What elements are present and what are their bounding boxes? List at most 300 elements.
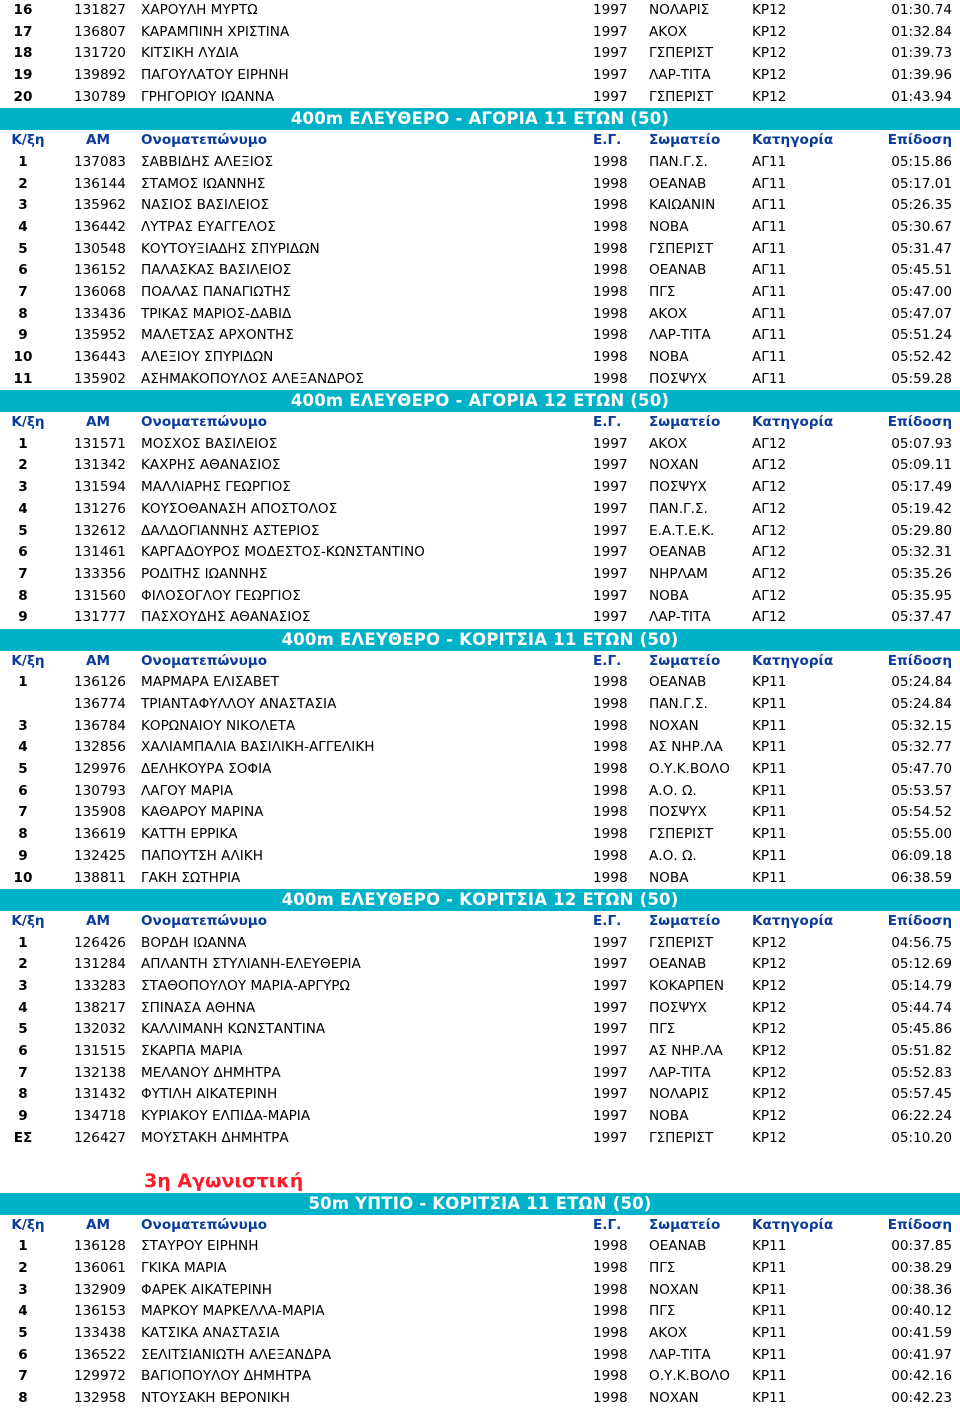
cell-rank: 1	[18, 1238, 28, 1255]
cell-rank: 9	[18, 327, 28, 344]
cell-rank: 4	[18, 1303, 28, 1320]
cell-club: ΑΚΟΧ	[649, 1324, 688, 1341]
cell-club: ΑΚΟΧ	[649, 23, 688, 40]
cell-rank: 8	[18, 1390, 28, 1406]
cell-year: 1997	[593, 956, 628, 973]
cell-club: ΝΟΒΑ	[649, 587, 689, 604]
cell-time: 00:41.97	[891, 1346, 952, 1363]
cell-year: 1997	[593, 999, 628, 1016]
cell-name: ΛΥΤΡΑΣ ΕΥΑΓΓΕΛΟΣ	[141, 218, 276, 235]
cell-category: ΚΡ12	[752, 1043, 787, 1059]
header-name: Ονοματεπώνυμο	[141, 652, 268, 669]
cell-year: 1997	[593, 23, 628, 40]
cell-category: ΚΡ12	[752, 45, 787, 62]
result-row	[0, 65, 960, 87]
cell-category: ΑΓ12	[752, 609, 787, 626]
cell-year: 1997	[593, 1043, 628, 1059]
cell-am: 136619	[74, 826, 126, 843]
cell-rank: 16	[13, 2, 33, 18]
cell-time: 05:37.47	[891, 609, 952, 626]
cell-rank: 5	[18, 1324, 28, 1341]
result-row	[0, 1345, 960, 1367]
cell-name: ΚΟΡΩΝΑΙΟΥ ΝΙΚΟΛΕΤΑ	[141, 717, 296, 734]
cell-category: ΚΡ11	[752, 1259, 787, 1276]
cell-am: 136153	[74, 1303, 126, 1320]
result-row	[0, 477, 960, 499]
cell-name: ΑΛΕΞΙΟΥ ΣΠΥΡΙΔΩΝ	[141, 349, 274, 365]
cell-time: 05:51.24	[891, 327, 952, 344]
cell-name: ΣΕΛΙΤΣΙΑΝΙΩΤΗ ΑΛΕΞΑΝΔΡΑ	[141, 1346, 332, 1363]
cell-rank: 20	[13, 88, 33, 105]
cell-time: 05:35.95	[891, 587, 952, 604]
cell-time: 05:57.45	[891, 1086, 952, 1103]
cell-am: 138811	[74, 869, 126, 886]
header-rank: Κ/ξη	[11, 414, 45, 431]
header-category: Κατηγορία	[752, 132, 834, 149]
result-row	[0, 325, 960, 347]
cell-name: ΓΡΗΓΟΡΙΟΥ ΙΩΑΝΝΑ	[141, 88, 275, 105]
cell-club: ΛΑΡ-ΤΙΤΑ	[649, 1064, 711, 1081]
cell-name: ΚΑΡΓΑΔΟΥΡΟΣ ΜΟΔΕΣΤΟΣ-ΚΩΝΣΤΑΝΤΙΝΟ	[141, 544, 425, 561]
cell-year: 1997	[593, 565, 628, 582]
cell-category: ΑΓ12	[752, 544, 787, 561]
column-header-row	[0, 1215, 960, 1237]
cell-am: 138217	[74, 999, 126, 1016]
event-title-banner: 400m ΕΛΕΥΘΕΡΟ - ΑΓΟΡΙΑ 11 ΕΤΩΝ (50)	[0, 108, 960, 130]
cell-name: ΑΠΛΑΝΤΗ ΣΤΥΛΙΑΝΗ-ΕΛΕΥΘΕΡΙΑ	[141, 956, 361, 973]
cell-rank: 4	[18, 500, 28, 517]
column-header-row	[0, 130, 960, 152]
cell-am: 130789	[74, 88, 126, 105]
cell-year: 1997	[593, 1108, 628, 1125]
cell-category: ΚΡ11	[752, 717, 787, 734]
cell-club: ΠΟΣΨΥΧ	[649, 370, 707, 387]
cell-rank: 11	[13, 370, 33, 387]
cell-rank: 4	[18, 739, 28, 756]
header-rank: Κ/ξη	[11, 1216, 45, 1233]
cell-club: ΝΟΛΑΡΙΣ	[649, 2, 710, 18]
cell-year: 1997	[593, 1021, 628, 1038]
cell-club: ΝΟΧΑΝ	[649, 457, 699, 474]
cell-rank: 4	[18, 218, 28, 235]
header-category: Κατηγορία	[752, 652, 834, 669]
result-row	[0, 802, 960, 824]
cell-time: 05:55.00	[891, 826, 952, 843]
cell-time: 05:19.42	[891, 500, 952, 517]
header-am: ΑΜ	[86, 414, 111, 431]
cell-year: 1998	[593, 1368, 628, 1385]
cell-am: 136774	[74, 696, 126, 712]
cell-year: 1998	[593, 826, 628, 843]
header-club: Σωματείο	[649, 1216, 721, 1233]
cell-club: ΑΣ ΝΗΡ.ΛΑ	[649, 1043, 723, 1059]
cell-rank: 6	[18, 262, 28, 279]
cell-rank: 1	[18, 435, 28, 452]
header-am: ΑΜ	[86, 132, 111, 149]
cell-year: 1998	[593, 739, 628, 756]
cell-am: 133438	[74, 1324, 126, 1341]
cell-name: ΜΑΡΚΟΥ ΜΑΡΚΕΛΛΑ-ΜΑΡΙΑ	[141, 1303, 325, 1320]
cell-club: ΓΣΠΕΡΙΣΤ	[649, 934, 714, 951]
cell-club: ΠΓΣ	[649, 1021, 676, 1038]
cell-category: ΑΓ12	[752, 479, 787, 496]
cell-name: ΚΑΤΣΙΚΑ ΑΝΑΣΤΑΣΙΑ	[141, 1324, 280, 1341]
cell-am: 135902	[74, 370, 126, 387]
cell-time: 05:07.93	[891, 435, 952, 452]
cell-category: ΚΡ12	[752, 1086, 787, 1103]
cell-am: 130548	[74, 240, 126, 257]
cell-time: 06:22.24	[891, 1108, 952, 1125]
cell-am: 137083	[74, 153, 126, 170]
cell-club: ΝΟΧΑΝ	[649, 717, 699, 734]
cell-name: ΔΑΛΔΟΓΙΑΝΝΗΣ ΑΣΤΕΡΙΟΣ	[141, 522, 320, 539]
cell-time: 05:09.11	[891, 457, 952, 474]
result-row	[0, 1323, 960, 1345]
cell-club: ΠΑΝ.Γ.Σ.	[649, 500, 708, 517]
header-name: Ονοματεπώνυμο	[141, 414, 268, 431]
cell-time: 01:39.96	[891, 67, 952, 84]
cell-club: ΑΚΟΧ	[649, 305, 688, 322]
cell-am: 131284	[74, 956, 126, 973]
result-row	[0, 1063, 960, 1085]
cell-year: 1998	[593, 262, 628, 279]
header-am: ΑΜ	[86, 652, 111, 669]
cell-category: ΚΡ12	[752, 67, 787, 84]
cell-category: ΑΓ11	[752, 349, 787, 365]
cell-rank: 19	[13, 67, 33, 84]
cell-name: ΚΑΘΑΡΟΥ ΜΑΡΙΝΑ	[141, 804, 264, 821]
cell-rank: 4	[18, 999, 28, 1016]
cell-club: ΝΟΒΑ	[649, 349, 689, 365]
cell-name: ΤΡΙΚΑΣ ΜΑΡΙΟΣ-ΔΑΒΙΔ	[141, 305, 292, 322]
cell-time: 01:32.84	[891, 23, 952, 40]
cell-club: ΟΕΑΝΑΒ	[649, 1238, 707, 1255]
cell-rank: 6	[18, 1346, 28, 1363]
header-year: Ε.Γ.	[593, 912, 622, 929]
cell-am: 131342	[74, 457, 126, 474]
cell-rank: 1	[18, 934, 28, 951]
cell-year: 1997	[593, 1064, 628, 1081]
cell-am: 133356	[74, 565, 126, 582]
cell-rank: 5	[18, 761, 28, 778]
result-row	[0, 304, 960, 326]
cell-am: 132425	[74, 847, 126, 864]
cell-time: 05:32.77	[891, 739, 952, 756]
cell-time: 05:26.35	[891, 197, 952, 214]
cell-club: ΝΟΒΑ	[649, 218, 689, 235]
cell-year: 1998	[593, 1324, 628, 1341]
cell-club: ΟΕΑΝΑΒ	[649, 956, 707, 973]
cell-category: ΑΓ11	[752, 262, 787, 279]
cell-club: Ο.Υ.Κ.ΒΟΛΟ	[649, 761, 730, 778]
header-club: Σωματείο	[649, 132, 721, 149]
cell-name: ΠΑΛΑΣΚΑΣ ΒΑΣΙΛΕΙΟΣ	[141, 262, 292, 279]
cell-category: ΚΡ12	[752, 956, 787, 973]
cell-rank: 10	[13, 349, 33, 365]
cell-club: ΝΟΒΑ	[649, 869, 689, 886]
cell-year: 1997	[593, 934, 628, 951]
cell-category: ΚΡ12	[752, 1108, 787, 1125]
cell-category: ΚΡ12	[752, 1021, 787, 1038]
result-row	[0, 1280, 960, 1302]
cell-year: 1998	[593, 1259, 628, 1276]
column-header-row	[0, 651, 960, 673]
cell-name: ΜΑΡΜΑΡΑ ΕΛΙΣΑΒΕΤ	[141, 674, 280, 691]
header-am: ΑΜ	[86, 1216, 111, 1233]
cell-name: ΚΟΥΣΟΘΑΝΑΣΗ ΑΠΟΣΤΟΛΟΣ	[141, 500, 338, 517]
event-title-banner: 400m ΕΛΕΥΘΕΡΟ - ΑΓΟΡΙΑ 12 ΕΤΩΝ (50)	[0, 390, 960, 412]
result-row	[0, 217, 960, 239]
cell-am: 136128	[74, 1238, 126, 1255]
cell-am: 136784	[74, 717, 126, 734]
cell-name: ΚΑΧΡΗΣ ΑΘΑΝΑΣΙΟΣ	[141, 457, 281, 474]
result-row	[0, 43, 960, 65]
cell-name: ΦΑΡΕΚ ΑΙΚΑΤΕΡΙΝΗ	[141, 1281, 273, 1298]
cell-category: ΑΓ11	[752, 240, 787, 257]
cell-am: 136144	[74, 175, 126, 192]
header-category: Κατηγορία	[752, 414, 834, 431]
cell-rank: 2	[18, 175, 28, 192]
cell-club: ΠΓΣ	[649, 1303, 676, 1320]
cell-name: ΒΟΡΔΗ ΙΩΑΝΝΑ	[141, 934, 247, 951]
cell-name: ΡΟΔΙΤΗΣ ΙΩΑΝΝΗΣ	[141, 565, 268, 582]
header-year: Ε.Γ.	[593, 132, 622, 149]
result-row	[0, 22, 960, 44]
cell-am: 132612	[74, 522, 126, 539]
cell-club: ΓΣΠΕΡΙΣΤ	[649, 240, 714, 257]
cell-time: 00:37.85	[891, 1238, 952, 1255]
cell-am: 136061	[74, 1259, 126, 1276]
cell-name: ΚΙΤΣΙΚΗ ΛΥΔΙΑ	[141, 45, 239, 62]
cell-am: 136522	[74, 1346, 126, 1363]
cell-name: ΓΑΚΗ ΣΩΤΗΡΙΑ	[141, 869, 241, 886]
cell-time: 05:24.84	[891, 696, 952, 712]
cell-rank: 1	[18, 674, 28, 691]
cell-time: 05:59.28	[891, 370, 952, 387]
cell-year: 1997	[593, 88, 628, 105]
cell-rank: 7	[18, 283, 28, 300]
cell-name: ΦΙΛΟΣΟΓΛΟΥ ΓΕΩΡΓΙΟΣ	[141, 587, 301, 604]
cell-name: ΠΑΠΟΥΤΣΗ ΑΛΙΚΗ	[141, 847, 263, 864]
cell-time: 05:12.69	[891, 956, 952, 973]
cell-year: 1997	[593, 522, 628, 539]
header-time: Επίδοση	[887, 652, 952, 669]
cell-name: ΣΑΒΒΙΔΗΣ ΑΛΕΞΙΟΣ	[141, 153, 274, 170]
cell-category: ΚΡ11	[752, 782, 787, 799]
result-row	[0, 868, 960, 890]
cell-category: ΚΡ11	[752, 1238, 787, 1255]
cell-club: ΟΕΑΝΑΒ	[649, 175, 707, 192]
result-row	[0, 455, 960, 477]
cell-name: ΜΕΛΑΝΟΥ ΔΗΜΗΤΡΑ	[141, 1064, 281, 1081]
cell-name: ΚΑΤΤΗ ΕΡΡΙΚΑ	[141, 826, 238, 843]
cell-name: ΣΠΙΝΑΣΑ ΑΘΗΝΑ	[141, 999, 256, 1016]
cell-year: 1998	[593, 349, 628, 365]
result-row	[0, 1084, 960, 1106]
cell-rank: 6	[18, 782, 28, 799]
cell-category: ΑΓ12	[752, 565, 787, 582]
cell-category: ΚΡ12	[752, 2, 787, 18]
cell-category: ΚΡ12	[752, 934, 787, 951]
cell-time: 00:38.36	[891, 1281, 952, 1298]
cell-club: ΠΓΣ	[649, 283, 676, 300]
cell-time: 05:45.51	[891, 262, 952, 279]
cell-club: ΛΑΡ-ΤΙΤΑ	[649, 67, 711, 84]
cell-time: 00:42.23	[891, 1390, 952, 1406]
header-category: Κατηγορία	[752, 1216, 834, 1233]
result-row	[0, 846, 960, 868]
header-time: Επίδοση	[887, 912, 952, 929]
cell-time: 05:45.86	[891, 1021, 952, 1038]
result-row	[0, 195, 960, 217]
cell-time: 05:53.57	[891, 782, 952, 799]
cell-rank: 3	[18, 717, 28, 734]
result-row	[0, 1388, 960, 1410]
header-am: ΑΜ	[86, 912, 111, 929]
cell-category: ΚΡ11	[752, 869, 787, 886]
cell-am: 129976	[74, 761, 126, 778]
cell-category: ΑΓ11	[752, 370, 787, 387]
cell-time: 05:24.84	[891, 674, 952, 691]
result-row	[0, 239, 960, 261]
cell-rank: 8	[18, 826, 28, 843]
cell-time: 05:17.01	[891, 175, 952, 192]
cell-club: ΝΗΡΛΑΜ	[649, 565, 708, 582]
cell-category: ΑΓ12	[752, 435, 787, 452]
cell-time: 06:09.18	[891, 847, 952, 864]
cell-name: ΣΤΑΘΟΠΟΥΛΟΥ ΜΑΡΙΑ-ΑΡΓΥΡΩ	[141, 977, 350, 994]
result-row	[0, 607, 960, 629]
cell-time: 05:30.67	[891, 218, 952, 235]
cell-year: 1998	[593, 782, 628, 799]
column-header-row	[0, 911, 960, 933]
cell-am: 131594	[74, 479, 126, 496]
result-row	[0, 1301, 960, 1323]
cell-year: 1998	[593, 1303, 628, 1320]
cell-name: ΣΤΑΥΡΟΥ ΕΙΡΗΝΗ	[141, 1238, 259, 1255]
cell-rank: ΕΣ	[13, 1129, 33, 1146]
cell-am: 135908	[74, 804, 126, 821]
cell-am: 131515	[74, 1043, 126, 1059]
cell-name: ΓΚΙΚΑ ΜΑΡΙΑ	[141, 1259, 227, 1276]
cell-category: ΑΓ11	[752, 305, 787, 322]
cell-category: ΑΓ12	[752, 587, 787, 604]
cell-rank: 9	[18, 1108, 28, 1125]
cell-am: 139892	[74, 67, 126, 84]
cell-category: ΚΡ11	[752, 1368, 787, 1385]
result-row	[0, 759, 960, 781]
cell-club: ΝΟΛΑΡΙΣ	[649, 1086, 710, 1103]
cell-year: 1998	[593, 804, 628, 821]
cell-am: 136126	[74, 674, 126, 691]
header-name: Ονοματεπώνυμο	[141, 912, 268, 929]
cell-am: 135962	[74, 197, 126, 214]
header-time: Επίδοση	[887, 132, 952, 149]
result-row	[0, 564, 960, 586]
cell-category: ΚΡ11	[752, 804, 787, 821]
cell-rank: 5	[18, 522, 28, 539]
cell-am: 131461	[74, 544, 126, 561]
cell-year: 1997	[593, 977, 628, 994]
cell-am: 133436	[74, 305, 126, 322]
cell-category: ΚΡ11	[752, 739, 787, 756]
cell-am: 131777	[74, 609, 126, 626]
header-time: Επίδοση	[887, 414, 952, 431]
cell-rank: 7	[18, 1064, 28, 1081]
cell-category: ΑΓ11	[752, 197, 787, 214]
result-row	[0, 1106, 960, 1128]
cell-am: 136442	[74, 218, 126, 235]
cell-name: ΤΡΙΑΝΤΑΦΥΛΛΟΥ ΑΝΑΣΤΑΣΙΑ	[141, 696, 337, 712]
cell-time: 05:47.07	[891, 305, 952, 322]
event-title-banner: 50m ΥΠΤΙΟ - ΚΟΡΙΤΣΙΑ 11 ΕΤΩΝ (50)	[0, 1193, 960, 1215]
cell-rank: 3	[18, 1281, 28, 1298]
cell-year: 1997	[593, 67, 628, 84]
result-row	[0, 933, 960, 955]
cell-name: ΦΥΤΙΛΗ ΑΙΚΑΤΕΡΙΝΗ	[141, 1086, 278, 1103]
cell-club: ΓΣΠΕΡΙΣΤ	[649, 1129, 714, 1146]
cell-year: 1998	[593, 305, 628, 322]
cell-category: ΚΡ11	[752, 674, 787, 691]
header-club: Σωματείο	[649, 652, 721, 669]
result-row	[0, 347, 960, 369]
cell-category: ΑΓ11	[752, 218, 787, 235]
cell-year: 1997	[593, 479, 628, 496]
cell-name: ΛΑΓΟΥ ΜΑΡΙΑ	[141, 782, 234, 799]
cell-time: 05:17.49	[891, 479, 952, 496]
cell-name: ΝΑΣΙΟΣ ΒΑΣΙΛΕΙΟΣ	[141, 197, 270, 214]
cell-year: 1997	[593, 609, 628, 626]
cell-year: 1998	[593, 674, 628, 691]
cell-category: ΚΡ12	[752, 23, 787, 40]
cell-name: ΚΟΥΤΟΥΞΙΑΔΗΣ ΣΠΥΡΙΔΩΝ	[141, 240, 320, 257]
cell-time: 05:51.82	[891, 1043, 952, 1059]
cell-club: ΝΟΧΑΝ	[649, 1390, 699, 1406]
cell-am: 134718	[74, 1108, 126, 1125]
cell-club: ΛΑΡ-ΤΙΤΑ	[649, 1346, 711, 1363]
cell-club: ΓΣΠΕΡΙΣΤ	[649, 45, 714, 62]
cell-name: ΜΑΛΕΤΣΑΣ ΑΡΧΟΝΤΗΣ	[141, 327, 294, 344]
cell-year: 1998	[593, 869, 628, 886]
cell-am: 131560	[74, 587, 126, 604]
cell-category: ΚΡ12	[752, 1064, 787, 1081]
result-row	[0, 1258, 960, 1280]
result-row	[0, 781, 960, 803]
header-time: Επίδοση	[887, 1216, 952, 1233]
result-row	[0, 499, 960, 521]
cell-category: ΚΡ11	[752, 847, 787, 864]
header-name: Ονοματεπώνυμο	[141, 132, 268, 149]
cell-time: 05:52.83	[891, 1064, 952, 1081]
cell-name: ΚΑΛΛΙΜΑΝΗ ΚΩΝΣΤΑΝΤΙΝΑ	[141, 1021, 326, 1038]
meet-title: 3η Αγωνιστική	[144, 1170, 304, 1193]
cell-name: ΠΟΑΛΑΣ ΠΑΝΑΓΙΩΤΗΣ	[141, 283, 291, 300]
result-row	[0, 976, 960, 998]
result-row	[0, 1236, 960, 1258]
cell-year: 1998	[593, 197, 628, 214]
cell-year: 1997	[593, 45, 628, 62]
result-row	[0, 282, 960, 304]
cell-am: 129972	[74, 1368, 126, 1385]
cell-name: ΔΕΛΗΚΟΥΡΑ ΣΟΦΙΑ	[141, 761, 272, 778]
cell-club: Α.Ο. Ω.	[649, 782, 697, 799]
cell-club: Α.Ο. Ω.	[649, 847, 697, 864]
cell-year: 1998	[593, 240, 628, 257]
header-rank: Κ/ξη	[11, 652, 45, 669]
header-rank: Κ/ξη	[11, 132, 45, 149]
header-year: Ε.Γ.	[593, 414, 622, 431]
cell-rank: 2	[18, 457, 28, 474]
